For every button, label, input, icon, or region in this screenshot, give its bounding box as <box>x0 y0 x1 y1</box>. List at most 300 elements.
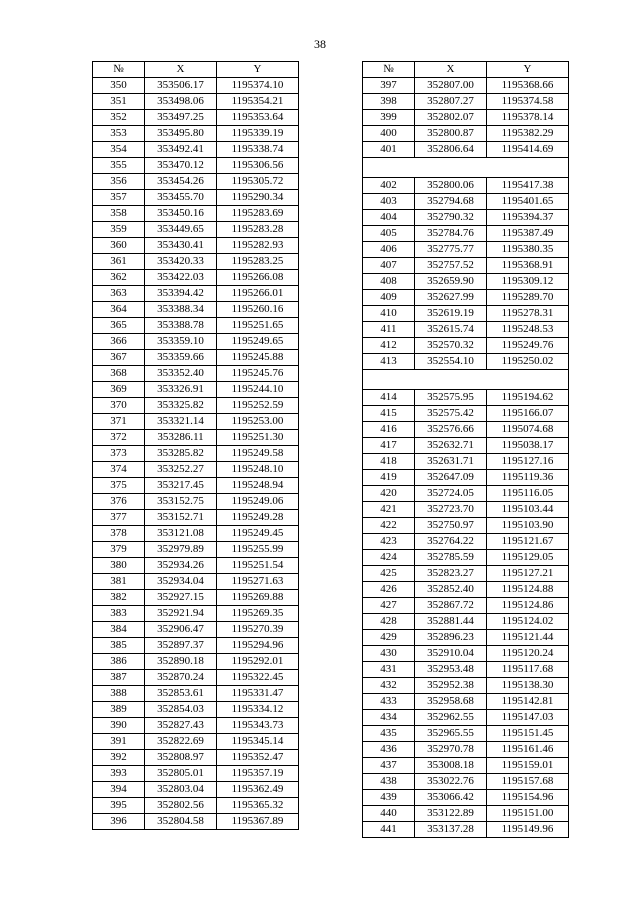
point-number-cell: 418 <box>363 454 415 470</box>
point-number-cell: 414 <box>363 390 415 406</box>
x-coordinate-cell: 353497.25 <box>145 110 217 126</box>
coordinates-table-left <box>92 61 299 830</box>
y-coordinate-cell: 1195116.05 <box>487 486 569 502</box>
y-coordinate-cell: 1195417.38 <box>487 178 569 194</box>
x-coordinate-cell: 352958.68 <box>415 694 487 710</box>
table-row <box>93 142 299 158</box>
table-row <box>363 630 569 646</box>
table-row <box>363 438 569 454</box>
x-coordinate-cell: 352794.68 <box>415 194 487 210</box>
header-x: X <box>415 62 487 78</box>
table-row <box>363 390 569 406</box>
y-coordinate-cell: 1195322.45 <box>217 670 299 686</box>
y-coordinate-cell: 1195338.74 <box>217 142 299 158</box>
coordinates-table-right <box>362 61 569 838</box>
x-coordinate-cell: 352803.04 <box>145 782 217 798</box>
point-number-cell: 386 <box>93 654 145 670</box>
y-coordinate-cell: 1195103.90 <box>487 518 569 534</box>
x-coordinate-cell: 353450.16 <box>145 206 217 222</box>
header-y: Y <box>487 62 569 78</box>
x-coordinate-cell: 353008.18 <box>415 758 487 774</box>
table-row <box>363 598 569 614</box>
point-number-cell: 401 <box>363 142 415 158</box>
y-coordinate-cell: 1195245.76 <box>217 366 299 382</box>
y-coordinate-cell: 1195354.21 <box>217 94 299 110</box>
y-coordinate-cell: 1195266.08 <box>217 270 299 286</box>
x-coordinate-cell: 353321.14 <box>145 414 217 430</box>
x-coordinate-cell: 353325.82 <box>145 398 217 414</box>
point-number-cell: 396 <box>93 814 145 830</box>
y-coordinate-cell: 1195382.29 <box>487 126 569 142</box>
x-coordinate-cell: 353326.91 <box>145 382 217 398</box>
table-row <box>363 518 569 534</box>
point-number-cell: 422 <box>363 518 415 534</box>
table-row <box>363 78 569 94</box>
y-coordinate-cell: 1195251.54 <box>217 558 299 574</box>
table-separator-row <box>363 370 569 390</box>
table-row <box>363 566 569 582</box>
y-coordinate-cell: 1195249.58 <box>217 446 299 462</box>
point-number-cell: 365 <box>93 318 145 334</box>
point-number-cell: 430 <box>363 646 415 662</box>
table-row <box>363 226 569 242</box>
x-coordinate-cell: 352852.40 <box>415 582 487 598</box>
point-number-cell: 419 <box>363 470 415 486</box>
table-row <box>93 670 299 686</box>
point-number-cell: 429 <box>363 630 415 646</box>
y-coordinate-cell: 1195154.96 <box>487 790 569 806</box>
table-body-left <box>93 78 299 830</box>
y-coordinate-cell: 1195269.88 <box>217 590 299 606</box>
y-coordinate-cell: 1195282.93 <box>217 238 299 254</box>
x-coordinate-cell: 352800.06 <box>415 178 487 194</box>
x-coordinate-cell: 353454.26 <box>145 174 217 190</box>
point-number-cell: 437 <box>363 758 415 774</box>
y-coordinate-cell: 1195129.05 <box>487 550 569 566</box>
table-row <box>363 726 569 742</box>
y-coordinate-cell: 1195352.47 <box>217 750 299 766</box>
x-coordinate-cell: 352910.04 <box>415 646 487 662</box>
point-number-cell: 391 <box>93 734 145 750</box>
table-row <box>363 694 569 710</box>
y-coordinate-cell: 1195124.02 <box>487 614 569 630</box>
point-number-cell: 434 <box>363 710 415 726</box>
page-number: 38 <box>314 37 326 51</box>
table-row <box>363 582 569 598</box>
table-row <box>93 734 299 750</box>
table-row <box>93 414 299 430</box>
table-row <box>363 710 569 726</box>
point-number-cell: 411 <box>363 322 415 338</box>
x-coordinate-cell: 352615.74 <box>415 322 487 338</box>
point-number-cell: 353 <box>93 126 145 142</box>
y-coordinate-cell: 1195119.36 <box>487 470 569 486</box>
table-row <box>363 486 569 502</box>
y-coordinate-cell: 1195278.31 <box>487 306 569 322</box>
x-coordinate-cell: 352576.66 <box>415 422 487 438</box>
table-row <box>93 622 299 638</box>
x-coordinate-cell: 353506.17 <box>145 78 217 94</box>
point-number-cell: 426 <box>363 582 415 598</box>
table-row <box>93 478 299 494</box>
table-header-row <box>363 62 569 78</box>
point-number-cell: 439 <box>363 790 415 806</box>
table-row <box>363 534 569 550</box>
x-coordinate-cell: 352979.89 <box>145 542 217 558</box>
point-number-cell: 408 <box>363 274 415 290</box>
point-number-cell: 415 <box>363 406 415 422</box>
y-coordinate-cell: 1195248.10 <box>217 462 299 478</box>
x-coordinate-cell: 352807.27 <box>415 94 487 110</box>
point-number-cell: 406 <box>363 242 415 258</box>
point-number-cell: 417 <box>363 438 415 454</box>
y-coordinate-cell: 1195306.56 <box>217 158 299 174</box>
table-row <box>93 110 299 126</box>
table-row <box>93 798 299 814</box>
header-y: Y <box>217 62 299 78</box>
x-coordinate-cell: 352627.99 <box>415 290 487 306</box>
table-row <box>93 174 299 190</box>
table-row <box>363 774 569 790</box>
x-coordinate-cell: 352927.15 <box>145 590 217 606</box>
y-coordinate-cell: 1195127.16 <box>487 454 569 470</box>
table-row <box>93 366 299 382</box>
y-coordinate-cell: 1195290.34 <box>217 190 299 206</box>
point-number-cell: 389 <box>93 702 145 718</box>
point-number-cell: 404 <box>363 210 415 226</box>
x-coordinate-cell: 352784.76 <box>415 226 487 242</box>
point-number-cell: 421 <box>363 502 415 518</box>
y-coordinate-cell: 1195294.96 <box>217 638 299 654</box>
point-number-cell: 374 <box>93 462 145 478</box>
point-number-cell: 424 <box>363 550 415 566</box>
y-coordinate-cell: 1195401.65 <box>487 194 569 210</box>
y-coordinate-cell: 1195339.19 <box>217 126 299 142</box>
x-coordinate-cell: 352647.09 <box>415 470 487 486</box>
x-coordinate-cell: 353498.06 <box>145 94 217 110</box>
x-coordinate-cell: 353022.76 <box>415 774 487 790</box>
x-coordinate-cell: 352890.18 <box>145 654 217 670</box>
table-row <box>93 318 299 334</box>
point-number-cell: 387 <box>93 670 145 686</box>
point-number-cell: 382 <box>93 590 145 606</box>
x-coordinate-cell: 353495.80 <box>145 126 217 142</box>
x-coordinate-cell: 352870.24 <box>145 670 217 686</box>
x-coordinate-cell: 353359.10 <box>145 334 217 350</box>
point-number-cell: 367 <box>93 350 145 366</box>
table-row <box>363 322 569 338</box>
x-coordinate-cell: 353121.08 <box>145 526 217 542</box>
x-coordinate-cell: 352775.77 <box>415 242 487 258</box>
y-coordinate-cell: 1195244.10 <box>217 382 299 398</box>
point-number-cell: 441 <box>363 822 415 838</box>
point-number-cell: 399 <box>363 110 415 126</box>
y-coordinate-cell: 1195250.02 <box>487 354 569 370</box>
table-row <box>93 350 299 366</box>
table-row <box>93 254 299 270</box>
table-row <box>93 446 299 462</box>
point-number-cell: 427 <box>363 598 415 614</box>
x-coordinate-cell: 353422.03 <box>145 270 217 286</box>
table-row <box>363 126 569 142</box>
table-row <box>363 550 569 566</box>
x-coordinate-cell: 353430.41 <box>145 238 217 254</box>
x-coordinate-cell: 352953.48 <box>415 662 487 678</box>
x-coordinate-cell: 352970.78 <box>415 742 487 758</box>
point-number-cell: 425 <box>363 566 415 582</box>
x-coordinate-cell: 352764.22 <box>415 534 487 550</box>
point-number-cell: 428 <box>363 614 415 630</box>
x-coordinate-cell: 353388.34 <box>145 302 217 318</box>
x-coordinate-cell: 353285.82 <box>145 446 217 462</box>
table-row <box>93 94 299 110</box>
point-number-cell: 385 <box>93 638 145 654</box>
point-number-cell: 440 <box>363 806 415 822</box>
y-coordinate-cell: 1195252.59 <box>217 398 299 414</box>
point-number-cell: 395 <box>93 798 145 814</box>
table-row <box>93 718 299 734</box>
x-coordinate-cell: 353286.11 <box>145 430 217 446</box>
point-number-cell: 351 <box>93 94 145 110</box>
table-row <box>93 78 299 94</box>
x-coordinate-cell: 352554.10 <box>415 354 487 370</box>
x-coordinate-cell: 352632.71 <box>415 438 487 454</box>
x-coordinate-cell: 352631.71 <box>415 454 487 470</box>
table-row <box>363 646 569 662</box>
point-number-cell: 397 <box>363 78 415 94</box>
x-coordinate-cell: 353217.45 <box>145 478 217 494</box>
x-coordinate-cell: 352853.61 <box>145 686 217 702</box>
table-row <box>93 238 299 254</box>
point-number-cell: 403 <box>363 194 415 210</box>
x-coordinate-cell: 352659.90 <box>415 274 487 290</box>
table-row <box>363 470 569 486</box>
y-coordinate-cell: 1195248.53 <box>487 322 569 338</box>
point-number-cell: 355 <box>93 158 145 174</box>
point-number-cell: 383 <box>93 606 145 622</box>
x-coordinate-cell: 352867.72 <box>415 598 487 614</box>
y-coordinate-cell: 1195345.14 <box>217 734 299 750</box>
x-coordinate-cell: 352724.05 <box>415 486 487 502</box>
y-coordinate-cell: 1195283.69 <box>217 206 299 222</box>
y-coordinate-cell: 1195124.88 <box>487 582 569 598</box>
point-number-cell: 358 <box>93 206 145 222</box>
y-coordinate-cell: 1195380.35 <box>487 242 569 258</box>
x-coordinate-cell: 352896.23 <box>415 630 487 646</box>
y-coordinate-cell: 1195270.39 <box>217 622 299 638</box>
y-coordinate-cell: 1195151.00 <box>487 806 569 822</box>
x-coordinate-cell: 352952.38 <box>415 678 487 694</box>
point-number-cell: 364 <box>93 302 145 318</box>
y-coordinate-cell: 1195394.37 <box>487 210 569 226</box>
table-row <box>363 822 569 838</box>
table-row <box>93 382 299 398</box>
x-coordinate-cell: 353420.33 <box>145 254 217 270</box>
y-coordinate-cell: 1195121.44 <box>487 630 569 646</box>
x-coordinate-cell: 352881.44 <box>415 614 487 630</box>
table-row <box>93 606 299 622</box>
x-coordinate-cell: 352570.32 <box>415 338 487 354</box>
table-row <box>93 494 299 510</box>
table-row <box>93 686 299 702</box>
table-body-right <box>363 78 569 838</box>
table-row <box>363 354 569 370</box>
y-coordinate-cell: 1195271.63 <box>217 574 299 590</box>
header-number: № <box>93 62 145 78</box>
table-row <box>93 206 299 222</box>
y-coordinate-cell: 1195289.70 <box>487 290 569 306</box>
table-row <box>363 210 569 226</box>
table-header-row <box>93 62 299 78</box>
point-number-cell: 366 <box>93 334 145 350</box>
y-coordinate-cell: 1195353.64 <box>217 110 299 126</box>
x-coordinate-cell: 353252.27 <box>145 462 217 478</box>
y-coordinate-cell: 1195378.14 <box>487 110 569 126</box>
point-number-cell: 369 <box>93 382 145 398</box>
y-coordinate-cell: 1195194.62 <box>487 390 569 406</box>
table-row <box>93 270 299 286</box>
point-number-cell: 350 <box>93 78 145 94</box>
table-row <box>93 398 299 414</box>
y-coordinate-cell: 1195362.49 <box>217 782 299 798</box>
point-number-cell: 409 <box>363 290 415 306</box>
point-number-cell: 356 <box>93 174 145 190</box>
table-row <box>93 766 299 782</box>
table-row <box>363 290 569 306</box>
y-coordinate-cell: 1195147.03 <box>487 710 569 726</box>
x-coordinate-cell: 353066.42 <box>415 790 487 806</box>
x-coordinate-cell: 353449.65 <box>145 222 217 238</box>
table-row <box>363 758 569 774</box>
point-number-cell: 354 <box>93 142 145 158</box>
y-coordinate-cell: 1195367.89 <box>217 814 299 830</box>
x-coordinate-cell: 352802.07 <box>415 110 487 126</box>
point-number-cell: 357 <box>93 190 145 206</box>
x-coordinate-cell: 352723.70 <box>415 502 487 518</box>
point-number-cell: 416 <box>363 422 415 438</box>
x-coordinate-cell: 352757.52 <box>415 258 487 274</box>
table-row <box>363 242 569 258</box>
point-number-cell: 412 <box>363 338 415 354</box>
y-coordinate-cell: 1195305.72 <box>217 174 299 190</box>
separator-cell <box>363 158 569 178</box>
point-number-cell: 407 <box>363 258 415 274</box>
table-row <box>363 94 569 110</box>
point-number-cell: 420 <box>363 486 415 502</box>
x-coordinate-cell: 353492.41 <box>145 142 217 158</box>
table-row <box>363 790 569 806</box>
point-number-cell: 370 <box>93 398 145 414</box>
y-coordinate-cell: 1195249.06 <box>217 494 299 510</box>
y-coordinate-cell: 1195269.35 <box>217 606 299 622</box>
x-coordinate-cell: 352790.32 <box>415 210 487 226</box>
point-number-cell: 378 <box>93 526 145 542</box>
table-row <box>93 558 299 574</box>
y-coordinate-cell: 1195255.99 <box>217 542 299 558</box>
x-coordinate-cell: 353137.28 <box>415 822 487 838</box>
y-coordinate-cell: 1195248.94 <box>217 478 299 494</box>
point-number-cell: 392 <box>93 750 145 766</box>
y-coordinate-cell: 1195124.86 <box>487 598 569 614</box>
y-coordinate-cell: 1195374.58 <box>487 94 569 110</box>
table-row <box>363 110 569 126</box>
table-row <box>363 258 569 274</box>
x-coordinate-cell: 352823.27 <box>415 566 487 582</box>
y-coordinate-cell: 1195142.81 <box>487 694 569 710</box>
y-coordinate-cell: 1195343.73 <box>217 718 299 734</box>
point-number-cell: 352 <box>93 110 145 126</box>
x-coordinate-cell: 353152.75 <box>145 494 217 510</box>
y-coordinate-cell: 1195387.49 <box>487 226 569 242</box>
x-coordinate-cell: 352934.04 <box>145 574 217 590</box>
table-row <box>363 806 569 822</box>
table-separator-row <box>363 158 569 178</box>
table-row <box>93 574 299 590</box>
x-coordinate-cell: 353359.66 <box>145 350 217 366</box>
y-coordinate-cell: 1195253.00 <box>217 414 299 430</box>
point-number-cell: 368 <box>93 366 145 382</box>
x-coordinate-cell: 353122.89 <box>415 806 487 822</box>
table-row <box>93 158 299 174</box>
x-coordinate-cell: 352827.43 <box>145 718 217 734</box>
y-coordinate-cell: 1195251.65 <box>217 318 299 334</box>
x-coordinate-cell: 352965.55 <box>415 726 487 742</box>
y-coordinate-cell: 1195283.25 <box>217 254 299 270</box>
y-coordinate-cell: 1195414.69 <box>487 142 569 158</box>
x-coordinate-cell: 352575.95 <box>415 390 487 406</box>
point-number-cell: 361 <box>93 254 145 270</box>
table-row <box>363 422 569 438</box>
table-row <box>363 194 569 210</box>
point-number-cell: 394 <box>93 782 145 798</box>
point-number-cell: 380 <box>93 558 145 574</box>
x-coordinate-cell: 352802.56 <box>145 798 217 814</box>
point-number-cell: 360 <box>93 238 145 254</box>
table-row <box>93 782 299 798</box>
y-coordinate-cell: 1195266.01 <box>217 286 299 302</box>
x-coordinate-cell: 352805.01 <box>145 766 217 782</box>
table-row <box>363 614 569 630</box>
point-number-cell: 381 <box>93 574 145 590</box>
point-number-cell: 438 <box>363 774 415 790</box>
x-coordinate-cell: 352806.64 <box>415 142 487 158</box>
table-row <box>93 542 299 558</box>
x-coordinate-cell: 352619.19 <box>415 306 487 322</box>
y-coordinate-cell: 1195249.45 <box>217 526 299 542</box>
y-coordinate-cell: 1195374.10 <box>217 78 299 94</box>
table-row <box>93 126 299 142</box>
y-coordinate-cell: 1195138.30 <box>487 678 569 694</box>
table-row <box>363 454 569 470</box>
x-coordinate-cell: 353455.70 <box>145 190 217 206</box>
y-coordinate-cell: 1195331.47 <box>217 686 299 702</box>
table-row <box>93 590 299 606</box>
y-coordinate-cell: 1195149.96 <box>487 822 569 838</box>
point-number-cell: 435 <box>363 726 415 742</box>
x-coordinate-cell: 353352.40 <box>145 366 217 382</box>
table-row <box>93 526 299 542</box>
x-coordinate-cell: 352906.47 <box>145 622 217 638</box>
y-coordinate-cell: 1195334.12 <box>217 702 299 718</box>
point-number-cell: 373 <box>93 446 145 462</box>
point-number-cell: 405 <box>363 226 415 242</box>
y-coordinate-cell: 1195365.32 <box>217 798 299 814</box>
y-coordinate-cell: 1195245.88 <box>217 350 299 366</box>
y-coordinate-cell: 1195283.28 <box>217 222 299 238</box>
table-row <box>363 742 569 758</box>
y-coordinate-cell: 1195117.68 <box>487 662 569 678</box>
x-coordinate-cell: 352962.55 <box>415 710 487 726</box>
